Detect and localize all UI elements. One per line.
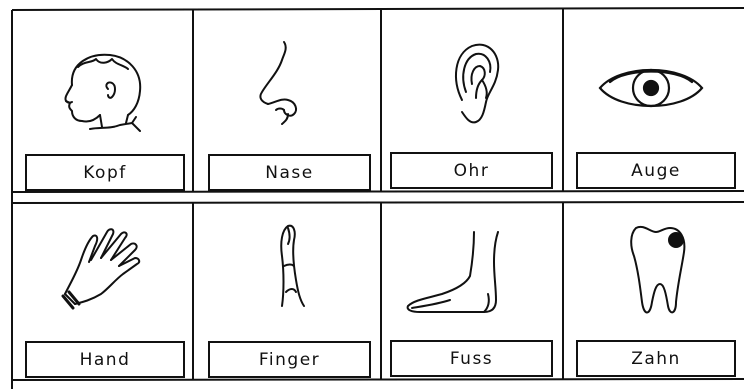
ear-icon [446, 40, 506, 130]
head-icon [50, 45, 150, 145]
card-label-ohr: Ohr [390, 152, 553, 189]
card-label-fuss: Fuss [390, 340, 553, 377]
hand-icon [55, 222, 155, 317]
card-label-zahn: Zahn [576, 340, 736, 377]
card-label-nase: Nase [208, 154, 371, 191]
foot-icon [404, 228, 514, 318]
tooth-icon [626, 222, 690, 322]
card-label-auge: Auge [576, 152, 736, 189]
finger-icon [268, 222, 308, 312]
nose-icon [248, 38, 308, 128]
card-label-hand: Hand [25, 341, 185, 378]
card-label-finger: Finger [208, 341, 371, 378]
card-label-kopf: Kopf [25, 154, 185, 191]
eye-icon [596, 58, 706, 118]
